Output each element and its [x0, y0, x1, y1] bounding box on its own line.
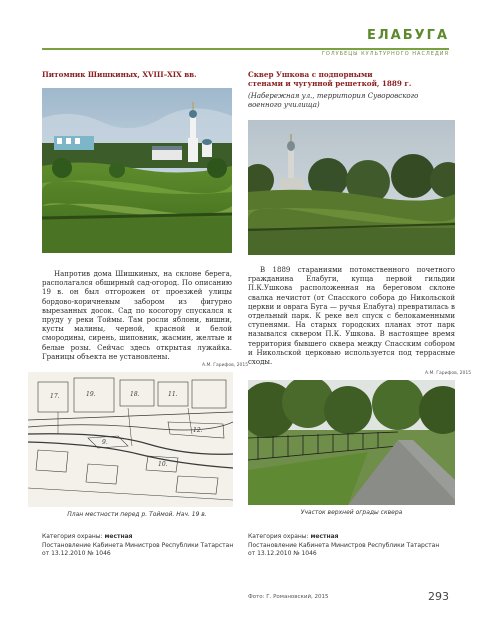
journal-subtitle: ГОЛУБЕЦЫ КУЛЬТУРНОГО НАСЛЕДИЯ: [321, 51, 449, 57]
right-title-line1: Сквер Ушкова с подпорными: [248, 70, 373, 79]
category-value: местная: [104, 533, 133, 540]
right-address: [248, 92, 448, 110]
right-protection-category: [248, 533, 458, 559]
decree-date: от 13.12.2010 № 1046: [42, 550, 111, 557]
map-label: 9.: [102, 439, 108, 446]
fence-photo: [248, 380, 455, 505]
left-text-credit: А.М. Гарифов, 2015: [202, 363, 249, 368]
category-value: местная: [310, 533, 339, 540]
category-label: Категория охраны:: [42, 533, 103, 540]
page-number: 293: [428, 590, 449, 603]
photo-credit: Фото: Г. Романовский, 2015: [248, 594, 329, 600]
left-section-title: Питомник Шишкиных, XVIII–XIX вв.: [42, 70, 197, 79]
estate-photo: [42, 88, 232, 253]
fence-photo-caption: Участок верхней ограды сквера: [300, 509, 403, 516]
address-line1: (Набережная ул., территория Суворовского: [248, 92, 419, 100]
map-label: 17.: [50, 393, 60, 400]
right-section-title: [248, 70, 448, 88]
decree-line: Постановление Кабинета Министров Республики Татарстан: [42, 541, 234, 549]
journal-title: ЕЛАБУГА: [366, 28, 449, 43]
historic-map: [28, 372, 233, 507]
right-text-credit: А.М. Гарифов, 2015: [425, 371, 472, 376]
map-label: 12.: [193, 427, 203, 434]
map-label: 10.: [158, 461, 168, 468]
left-body-text: Напротив дома Шишкиных, на склоне берега, располагался обширный сад-огород. По описанию 19 в. он был отгорожен от проезжей улицы бордово-коричневым забором из фигурно вырезанных досок. Сад по косогору спускался к пруду у реки Тоймы. Там росли яблони, вишни, кусты малины, черной, красной и белой смородины, сирень, шиповник, жасмин, желтые и белые розы. Сейчас здесь открытая лужайка. Границы объекта не установлены.: [42, 270, 232, 361]
map-label: 11.: [168, 391, 178, 398]
right-body-text: В 1889 стараниями потомственного почетного гражданина Елабуги, купца первой гильдии П.К.Ушкова расположенная на береговом склоне свалка нечистот (от Спасского собора до Никольской церкви и оврага Буга — ручья Елабуга) превратилась в отдельный парк. К реке вел спуск с белокаменными ступенями. На старых городских планах этот парк назывался сквером П.К. Ушкова. В настоящее время территория бывшего сквера между Спасским собором и Никольской церковью используется под террасные сходы.: [248, 266, 455, 367]
header-rule: [42, 48, 449, 50]
right-title-line2: стенами и чугунной решеткой, 1889 г.: [248, 79, 412, 88]
map-caption: План местности перед р. Тоймой. Нач. 19 в.: [67, 511, 207, 518]
decree-date: от 13.12.2010 № 1046: [248, 550, 317, 557]
decree-line: Постановление Кабинета Министров Республики Татарстан: [248, 541, 440, 549]
square-photo: [248, 120, 455, 255]
map-label: 18.: [130, 391, 140, 398]
category-label: Категория охраны:: [248, 533, 309, 540]
map-label: 19.: [86, 391, 96, 398]
left-protection-category: [42, 533, 242, 559]
address-line2: военного училища): [248, 101, 320, 109]
